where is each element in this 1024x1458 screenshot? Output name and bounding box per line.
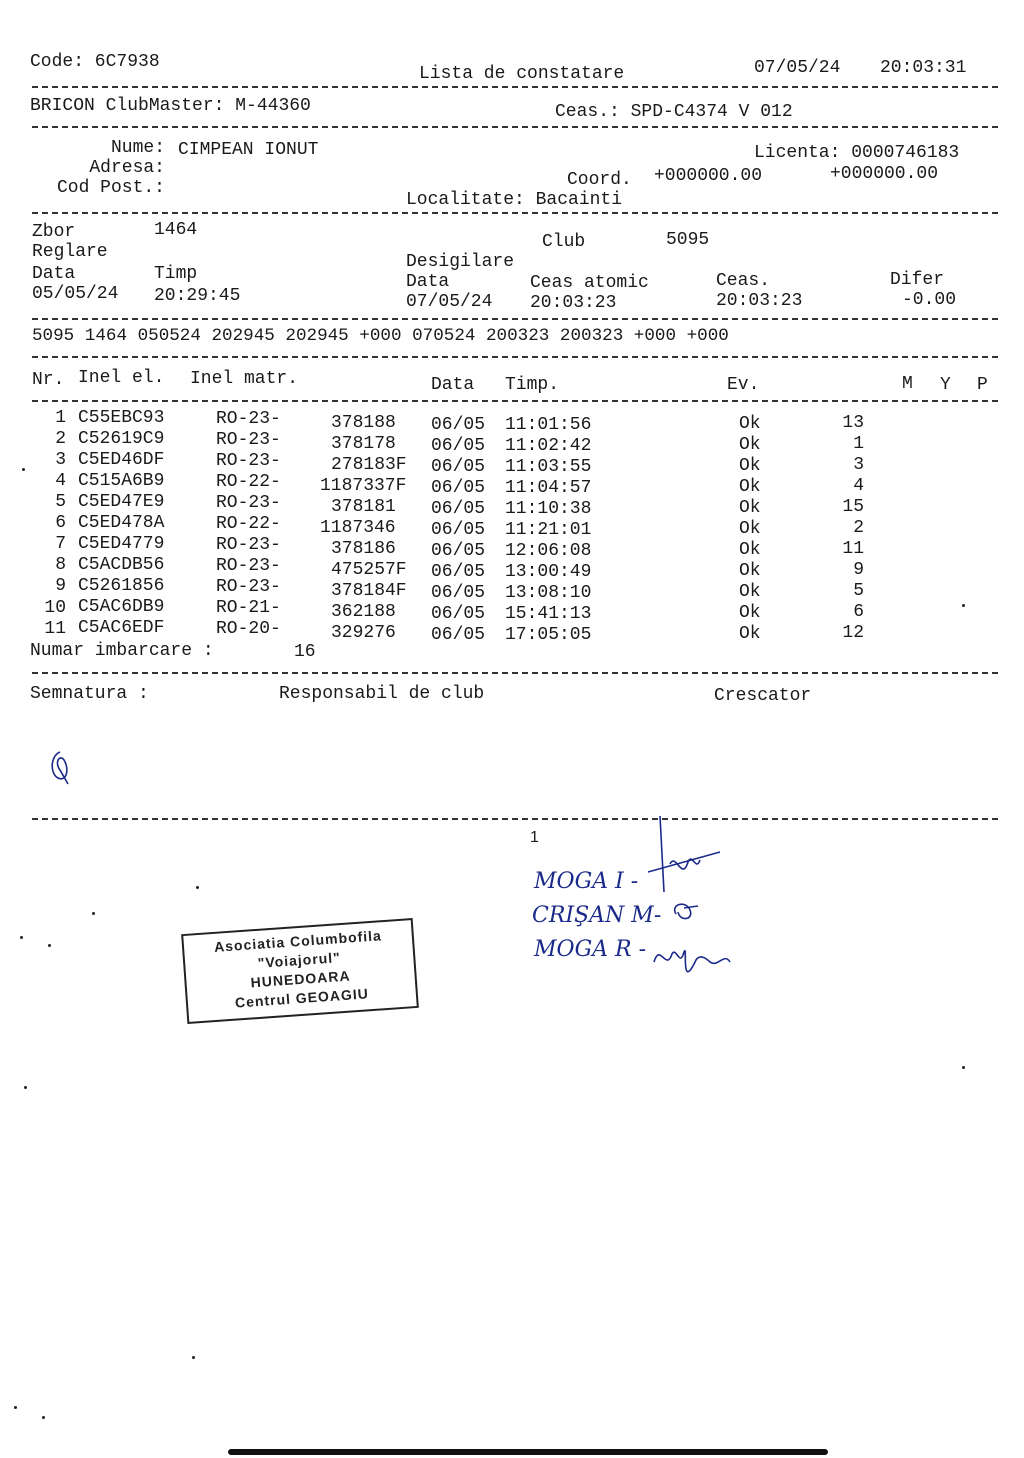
scan-speck [14, 1406, 17, 1409]
print-date: 07/05/24 [754, 58, 841, 78]
stamp-line: Asociatia Columbofila [213, 927, 383, 955]
divider [32, 356, 998, 358]
scan-speck [962, 1066, 965, 1069]
row-electronic-ring: C5ED46DF [78, 450, 165, 470]
row-rank: 6 [853, 602, 864, 622]
row-time: 11:02:42 [505, 436, 592, 456]
reglare-date: 05/05/24 [32, 284, 119, 304]
row-nr: 11 [44, 619, 66, 639]
row-time: 13:00:49 [505, 562, 592, 582]
row-event: Ok [739, 435, 761, 455]
cod-post-label: Cod Post.: [56, 178, 165, 198]
row-ring-number: 378184F [331, 581, 407, 601]
row-date: 06/05 [431, 604, 486, 624]
row-electronic-ring: C515A6B9 [78, 471, 165, 491]
row-ring-number: 378186 [331, 539, 396, 559]
reglare-data-label: Data [32, 264, 76, 284]
col-header-y: Y [940, 375, 951, 395]
club-stamp [181, 918, 419, 1024]
coord-x: +000000.00 [654, 166, 763, 186]
row-ring-prefix: RO-22- [216, 472, 281, 492]
row-event: Ok [739, 456, 761, 476]
numar-imbarcare-label: Numar imbarcare : [30, 641, 214, 661]
row-ring-prefix: RO-23- [216, 577, 281, 597]
row-time: 11:21:01 [505, 520, 592, 540]
scan-speck [192, 1356, 195, 1359]
handwritten-signatures [640, 812, 750, 1002]
row-nr: 2 [55, 429, 66, 449]
reglare-timp-label: Timp [154, 264, 198, 284]
stamp-line: HUNEDOARA [250, 967, 351, 991]
ceas-label: Ceas. [716, 271, 771, 291]
row-rank: 5 [853, 581, 864, 601]
col-header-nr: Nr. [32, 370, 65, 390]
row-ring-prefix: RO-23- [216, 430, 281, 450]
row-rank: 9 [853, 560, 864, 580]
row-electronic-ring: C5ED47E9 [78, 492, 165, 512]
row-electronic-ring: C5AC6DB9 [78, 597, 165, 617]
scan-speck [962, 604, 965, 607]
row-ring-prefix: RO-20- [216, 619, 281, 639]
row-ring-number: 278183F [331, 455, 407, 475]
divider [32, 818, 998, 820]
row-nr: 7 [55, 534, 66, 554]
row-nr: 10 [44, 598, 66, 618]
print-time: 20:03:31 [880, 58, 967, 78]
row-date: 06/05 [431, 562, 486, 582]
scan-edge [228, 1449, 828, 1455]
row-rank: 11 [842, 539, 864, 559]
row-ring-prefix: RO-23- [216, 451, 281, 471]
row-electronic-ring: C5AC6EDF [78, 618, 165, 638]
handwritten-name-2: CRIŞAN M- [532, 903, 662, 928]
row-date: 06/05 [431, 625, 486, 645]
club-responsible-label: Responsabil de club [279, 684, 485, 704]
scan-speck [22, 468, 25, 471]
divider [32, 86, 998, 88]
reglare-label: Reglare [32, 242, 108, 262]
row-rank: 13 [842, 413, 864, 433]
row-date: 06/05 [431, 436, 486, 456]
stamp-line: "Voiajorul" [257, 949, 342, 971]
adresa-label: Adresa: [89, 158, 165, 178]
handwritten-name-1: MOGA I - [534, 869, 639, 894]
row-event: Ok [739, 603, 761, 623]
divider [32, 126, 998, 128]
row-rank: 12 [842, 623, 864, 643]
row-nr: 8 [55, 555, 66, 575]
col-header-data: Data [431, 375, 475, 395]
row-time: 11:10:38 [505, 499, 592, 519]
row-electronic-ring: C5261856 [78, 576, 165, 596]
zbor-label: Zbor [32, 222, 76, 242]
row-event: Ok [739, 561, 761, 581]
row-nr: 9 [55, 576, 66, 596]
difference: -0.00 [902, 290, 957, 310]
row-time: 13:08:10 [505, 583, 592, 603]
desigilare-label: Desigilare [406, 252, 515, 272]
row-event: Ok [739, 540, 761, 560]
row-ring-number: 1187337F [320, 476, 407, 496]
scan-speck [92, 912, 95, 915]
row-electronic-ring: C5ACDB56 [78, 555, 165, 575]
row-time: 12:06:08 [505, 541, 592, 561]
row-nr: 3 [55, 450, 66, 470]
row-time: 11:01:56 [505, 415, 592, 435]
row-rank: 15 [842, 497, 864, 517]
clock-id: Ceas.: SPD-C4374 V 012 [555, 102, 793, 122]
row-date: 06/05 [431, 457, 486, 477]
col-header-m: M [902, 374, 913, 394]
desig-data-label: Data [406, 272, 450, 292]
license-number: Licenta: 0000746183 [754, 143, 960, 163]
row-ring-prefix: RO-23- [216, 556, 281, 576]
coord-y: +000000.00 [830, 164, 939, 184]
row-ring-prefix: RO-21- [216, 598, 281, 618]
row-event: Ok [739, 414, 761, 434]
row-electronic-ring: C55EBC93 [78, 408, 165, 428]
breeder-label: Crescator [714, 686, 812, 706]
row-ring-prefix: RO-22- [216, 514, 281, 534]
reglare-time: 20:29:45 [154, 286, 241, 306]
atomic-clock-time: 20:03:23 [530, 293, 617, 313]
row-ring-number: 1187346 [320, 518, 396, 538]
flight-number: 1464 [154, 220, 198, 240]
row-event: Ok [739, 477, 761, 497]
col-header-timp: Timp. [505, 375, 560, 395]
row-time: 17:05:05 [505, 625, 592, 645]
signature-mark [46, 748, 76, 788]
row-time: 11:03:55 [505, 457, 592, 477]
row-nr: 1 [55, 408, 66, 428]
row-date: 06/05 [431, 415, 486, 435]
locality: Localitate: Bacainti [406, 190, 623, 210]
row-date: 06/05 [431, 499, 486, 519]
row-nr: 5 [55, 492, 66, 512]
row-rank: 4 [853, 476, 864, 496]
row-ring-number: 475257F [331, 560, 407, 580]
nume-label: Nume: [110, 138, 165, 158]
stamp-line: Centrul GEOAGIU [234, 985, 370, 1011]
ceas-atomic-label: Ceas atomic [530, 273, 649, 293]
row-rank: 2 [853, 518, 864, 538]
row-ring-prefix: RO-23- [216, 493, 281, 513]
row-ring-number: 378188 [331, 413, 396, 433]
row-electronic-ring: C5ED478A [78, 513, 165, 533]
row-ring-number: 329276 [331, 623, 396, 643]
document-title: Lista de constatare [419, 64, 625, 84]
software-version: BRICON ClubMaster: M-44360 [30, 96, 311, 116]
scan-speck [20, 936, 23, 939]
col-header-inel-matr: Inel matr. [190, 369, 299, 389]
divider [32, 400, 998, 402]
scan-speck [24, 1086, 27, 1089]
row-time: 11:04:57 [505, 478, 592, 498]
page-number: 1 [530, 829, 539, 846]
row-ring-number: 362188 [331, 602, 396, 622]
row-electronic-ring: C5ED4779 [78, 534, 165, 554]
row-date: 06/05 [431, 520, 486, 540]
row-event: Ok [739, 582, 761, 602]
scan-speck [196, 886, 199, 889]
row-ring-number: 378181 [331, 497, 396, 517]
desig-date: 07/05/24 [406, 292, 493, 312]
difer-label: Difer [890, 270, 945, 290]
row-date: 06/05 [431, 478, 486, 498]
code-line: 5095 1464 050524 202945 202945 +000 070524 200323 200323 +000 +000 [32, 326, 729, 346]
row-nr: 4 [55, 471, 66, 491]
coord-label: Coord. [567, 170, 632, 190]
numar-imbarcare-value: 16 [294, 642, 316, 662]
row-event: Ok [739, 519, 761, 539]
row-rank: 1 [853, 434, 864, 454]
row-event: Ok [739, 624, 761, 644]
clock-time: 20:03:23 [716, 291, 803, 311]
row-time: 15:41:13 [505, 604, 592, 624]
row-date: 06/05 [431, 583, 486, 603]
row-ring-number: 378178 [331, 434, 396, 454]
row-date: 06/05 [431, 541, 486, 561]
owner-name: CIMPEAN IONUT [178, 140, 319, 160]
club-label: Club [542, 232, 586, 252]
scan-speck [42, 1416, 45, 1419]
row-nr: 6 [55, 513, 66, 533]
row-event: Ok [739, 498, 761, 518]
divider [32, 212, 998, 214]
row-rank: 3 [853, 455, 864, 475]
signature-label: Semnatura : [30, 684, 149, 704]
col-header-inel-el: Inel el. [78, 368, 165, 388]
handwritten-name-3: MOGA R - [534, 937, 647, 962]
row-electronic-ring: C52619C9 [78, 429, 165, 449]
row-ring-prefix: RO-23- [216, 409, 281, 429]
divider [32, 318, 998, 320]
club-number: 5095 [666, 230, 710, 250]
divider [32, 672, 998, 674]
scan-speck [48, 944, 51, 947]
row-ring-prefix: RO-23- [216, 535, 281, 555]
col-header-ev: Ev. [727, 375, 760, 395]
col-header-p: P [977, 375, 988, 395]
code-label: Code: 6C7938 [30, 52, 160, 72]
